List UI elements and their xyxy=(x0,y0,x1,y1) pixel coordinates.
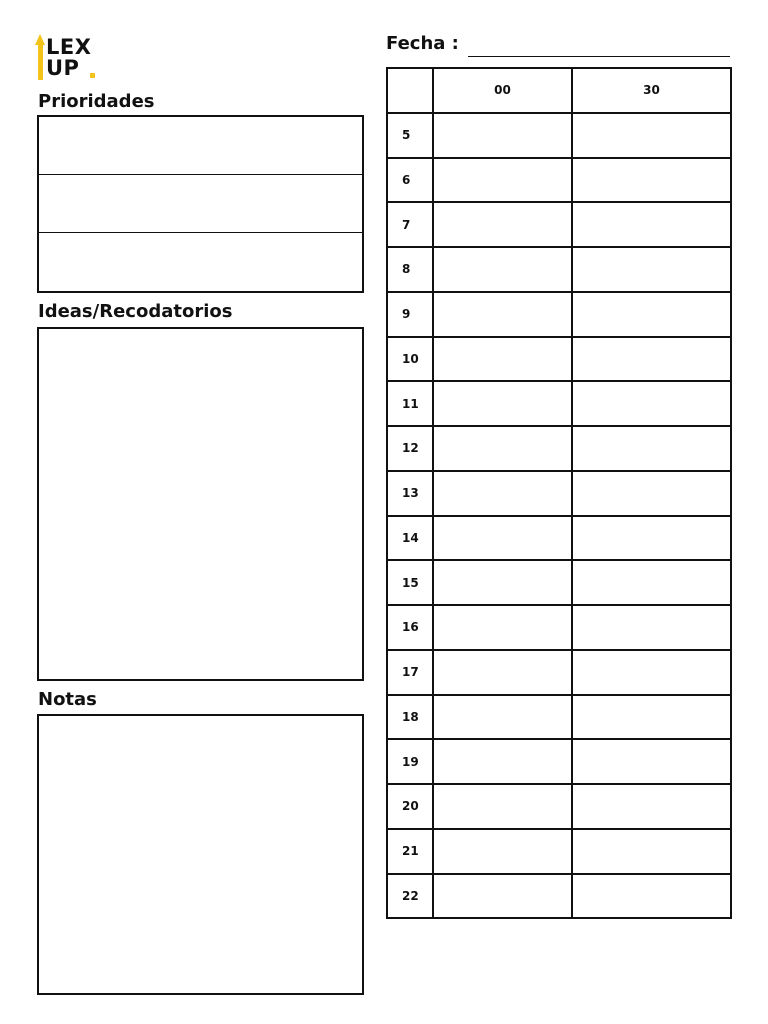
schedule-row xyxy=(387,471,731,516)
schedule-slot-30[interactable] xyxy=(572,292,731,337)
schedule-corner-cell xyxy=(387,68,433,113)
schedule-slot-30[interactable] xyxy=(572,829,731,874)
schedule-slot-00[interactable] xyxy=(433,247,572,292)
column-header-00: 00 xyxy=(433,68,572,113)
schedule-slot-30[interactable] xyxy=(572,874,731,919)
schedule-slot-30[interactable] xyxy=(572,381,731,426)
logo-text-line2: UP xyxy=(46,56,80,80)
schedule-slot-00[interactable] xyxy=(433,113,572,158)
ideas-title: Ideas/Recodatorios xyxy=(38,301,233,322)
schedule-row xyxy=(387,560,731,605)
hour-label: 9 xyxy=(387,292,433,337)
schedule-slot-00[interactable] xyxy=(433,202,572,247)
schedule-slot-30[interactable] xyxy=(572,516,731,561)
schedule-slot-30[interactable] xyxy=(572,471,731,516)
schedule-slot-00[interactable] xyxy=(433,650,572,695)
schedule-slot-30[interactable] xyxy=(572,784,731,829)
notas-box[interactable] xyxy=(37,714,364,995)
prioridades-title: Prioridades xyxy=(38,91,155,112)
hour-label: 14 xyxy=(387,516,433,561)
hour-label: 10 xyxy=(387,337,433,382)
schedule-slot-30[interactable] xyxy=(572,739,731,784)
schedule-slot-00[interactable] xyxy=(433,739,572,784)
schedule-slot-00[interactable] xyxy=(433,560,572,605)
hour-label: 17 xyxy=(387,650,433,695)
schedule-slot-30[interactable] xyxy=(572,695,731,740)
schedule-table xyxy=(386,67,732,919)
hour-label: 7 xyxy=(387,202,433,247)
schedule-row xyxy=(387,650,731,695)
hour-label: 5 xyxy=(387,113,433,158)
hour-label: 6 xyxy=(387,158,433,203)
schedule-slot-00[interactable] xyxy=(433,471,572,516)
schedule-row xyxy=(387,605,731,650)
hour-label: 11 xyxy=(387,381,433,426)
column-header-30: 30 xyxy=(572,68,731,113)
ideas-box[interactable] xyxy=(37,327,364,681)
schedule-row xyxy=(387,247,731,292)
schedule-row xyxy=(387,695,731,740)
schedule-slot-00[interactable] xyxy=(433,426,572,471)
hour-label: 12 xyxy=(387,426,433,471)
schedule-header-row xyxy=(387,68,731,113)
schedule-slot-00[interactable] xyxy=(433,605,572,650)
schedule-row xyxy=(387,784,731,829)
schedule-row xyxy=(387,381,731,426)
schedule-slot-00[interactable] xyxy=(433,381,572,426)
schedule-slot-30[interactable] xyxy=(572,426,731,471)
hour-label: 18 xyxy=(387,695,433,740)
hour-label: 20 xyxy=(387,784,433,829)
schedule-slot-30[interactable] xyxy=(572,158,731,203)
schedule-slot-30[interactable] xyxy=(572,650,731,695)
schedule-slot-00[interactable] xyxy=(433,292,572,337)
schedule-slot-30[interactable] xyxy=(572,605,731,650)
fecha-label: Fecha : xyxy=(386,33,459,54)
schedule-slot-30[interactable] xyxy=(572,560,731,605)
schedule-row xyxy=(387,292,731,337)
schedule-slot-00[interactable] xyxy=(433,337,572,382)
schedule-slot-00[interactable] xyxy=(433,516,572,561)
hour-label: 22 xyxy=(387,874,433,919)
logo-text-line1: LEX xyxy=(46,35,92,59)
schedule-slot-00[interactable] xyxy=(433,829,572,874)
schedule-row xyxy=(387,113,731,158)
schedule-row xyxy=(387,158,731,203)
hour-label: 8 xyxy=(387,247,433,292)
logo-accent-bar xyxy=(38,44,43,80)
lexup-logo xyxy=(38,34,108,84)
hour-label: 15 xyxy=(387,560,433,605)
schedule-row xyxy=(387,516,731,561)
schedule-row xyxy=(387,739,731,784)
schedule-slot-30[interactable] xyxy=(572,113,731,158)
prioridad-row[interactable] xyxy=(39,175,362,233)
prioridad-row[interactable] xyxy=(39,117,362,175)
fecha-field xyxy=(386,30,731,60)
schedule-slot-30[interactable] xyxy=(572,337,731,382)
logo-dot xyxy=(90,73,95,78)
hour-label: 19 xyxy=(387,739,433,784)
schedule-slot-00[interactable] xyxy=(433,695,572,740)
schedule-row xyxy=(387,874,731,919)
schedule-slot-30[interactable] xyxy=(572,247,731,292)
schedule-slot-00[interactable] xyxy=(433,874,572,919)
schedule-row xyxy=(387,202,731,247)
prioridades-box xyxy=(37,115,364,293)
fecha-input-line[interactable] xyxy=(468,56,730,57)
notas-title: Notas xyxy=(38,689,97,710)
schedule-slot-00[interactable] xyxy=(433,784,572,829)
schedule-row xyxy=(387,337,731,382)
schedule-row xyxy=(387,426,731,471)
hour-label: 13 xyxy=(387,471,433,516)
hour-label: 16 xyxy=(387,605,433,650)
schedule-slot-00[interactable] xyxy=(433,158,572,203)
schedule-slot-30[interactable] xyxy=(572,202,731,247)
schedule-row xyxy=(387,829,731,874)
prioridad-row[interactable] xyxy=(39,233,362,291)
hour-label: 21 xyxy=(387,829,433,874)
